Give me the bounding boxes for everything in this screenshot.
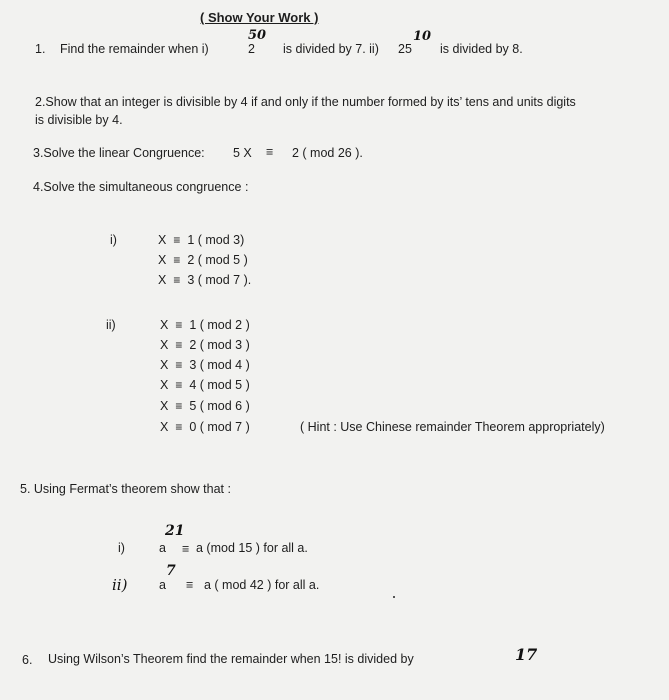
congruence-var: X	[158, 253, 167, 267]
q1-intro: Find the remainder when i)	[60, 42, 209, 56]
congruence-rhs: 2 ( mod 5 )	[187, 253, 248, 267]
q1-end: is divided by 8.	[440, 42, 523, 56]
q4-part2-row	[160, 399, 250, 413]
q4-part2-row	[160, 358, 250, 372]
q4-part2-label: ii)	[106, 318, 116, 332]
congruence-var: X	[160, 399, 169, 413]
q5-part2-exponent: 7	[166, 563, 176, 579]
congruence-var: X	[160, 338, 169, 352]
congruence-rhs: 1 ( mod 2 )	[189, 318, 250, 332]
q5-part1-rhs: a (mod 15 ) for all a.	[196, 541, 308, 555]
congruence-symbol: ≡	[173, 253, 181, 267]
q5-part2-rhs: a ( mod 42 ) for all a.	[204, 578, 320, 592]
congruence-rhs: 2 ( mod 3 )	[189, 338, 250, 352]
q2-line1: 2.Show that an integer is divisible by 4 if and only if the number formed by its’ tens and units digits	[35, 95, 576, 109]
congruence-var: X	[158, 233, 167, 247]
congruence-symbol: ≡	[175, 378, 183, 392]
congruence-symbol: ≡	[175, 399, 183, 413]
q1-base1: 2	[248, 42, 255, 56]
q5-part1-congruence-symbol: ≡	[182, 542, 190, 556]
q4-part2-row	[160, 378, 250, 392]
q5-part1-exponent: 21	[165, 523, 185, 539]
q2-line2: is divisible by 4.	[35, 113, 123, 127]
congruence-var: X	[160, 318, 169, 332]
q6-number: 6.	[22, 653, 33, 667]
congruence-rhs: 5 ( mod 6 )	[189, 399, 250, 413]
q4-part1-row	[158, 233, 244, 247]
q1-base2: 25	[398, 42, 412, 56]
q1-mid: is divided by 7. ii)	[283, 42, 379, 56]
q4-part1-row	[158, 253, 248, 267]
congruence-symbol: ≡	[175, 318, 183, 332]
q1-number: 1.	[35, 42, 46, 56]
q3-rhs: 2 ( mod 26 ).	[292, 146, 363, 160]
q5-part1-base: a	[159, 541, 166, 555]
congruence-var: X	[160, 420, 169, 434]
q4-text: 4.Solve the simultaneous congruence :	[33, 180, 249, 194]
congruence-symbol: ≡	[175, 358, 183, 372]
congruence-symbol: ≡	[175, 420, 183, 434]
q1-exponent1: 50	[248, 28, 267, 43]
q5-part1-label: i)	[118, 541, 125, 555]
q5-part2-label: ii)	[112, 576, 128, 594]
q1-exponent2: 10	[413, 29, 432, 44]
congruence-rhs: 1 ( mod 3)	[187, 233, 245, 247]
q5-part2-base: a	[159, 578, 166, 592]
q4-part2-row	[160, 318, 250, 332]
congruence-rhs: 0 ( mod 7 )	[189, 420, 250, 434]
congruence-rhs: 3 ( mod 4 )	[189, 358, 250, 372]
q4-part2-row	[160, 420, 250, 434]
congruence-symbol: ≡	[173, 233, 181, 247]
q4-part1-label: i)	[110, 233, 117, 247]
q4-part1-row	[158, 273, 251, 287]
congruence-var: X	[160, 378, 169, 392]
q6-divisor: 17	[515, 645, 538, 664]
q3-text: 3.Solve the linear Congruence:	[33, 146, 205, 160]
header-text: ( Show Your Work )	[200, 10, 319, 25]
q3-congruence-symbol: ≡	[266, 145, 274, 159]
congruence-symbol: ≡	[175, 338, 183, 352]
q5-part2-congruence-symbol: ≡	[186, 578, 194, 592]
q4-hint: ( Hint : Use Chinese remainder Theorem appropriately)	[300, 420, 605, 434]
q4-part2-row	[160, 338, 250, 352]
congruence-symbol: ≡	[173, 273, 181, 287]
header-show-your-work	[200, 10, 318, 25]
congruence-var: X	[160, 358, 169, 372]
stray-dot	[393, 596, 395, 598]
q5-text: 5. Using Fermat’s theorem show that :	[20, 482, 231, 496]
q3-lhs: 5 X	[233, 146, 252, 160]
congruence-var: X	[158, 273, 167, 287]
q6-text: Using Wilson’s Theorem find the remainder when 15! is divided by	[48, 652, 414, 666]
congruence-rhs: 3 ( mod 7 ).	[187, 273, 252, 287]
congruence-rhs: 4 ( mod 5 )	[189, 378, 250, 392]
